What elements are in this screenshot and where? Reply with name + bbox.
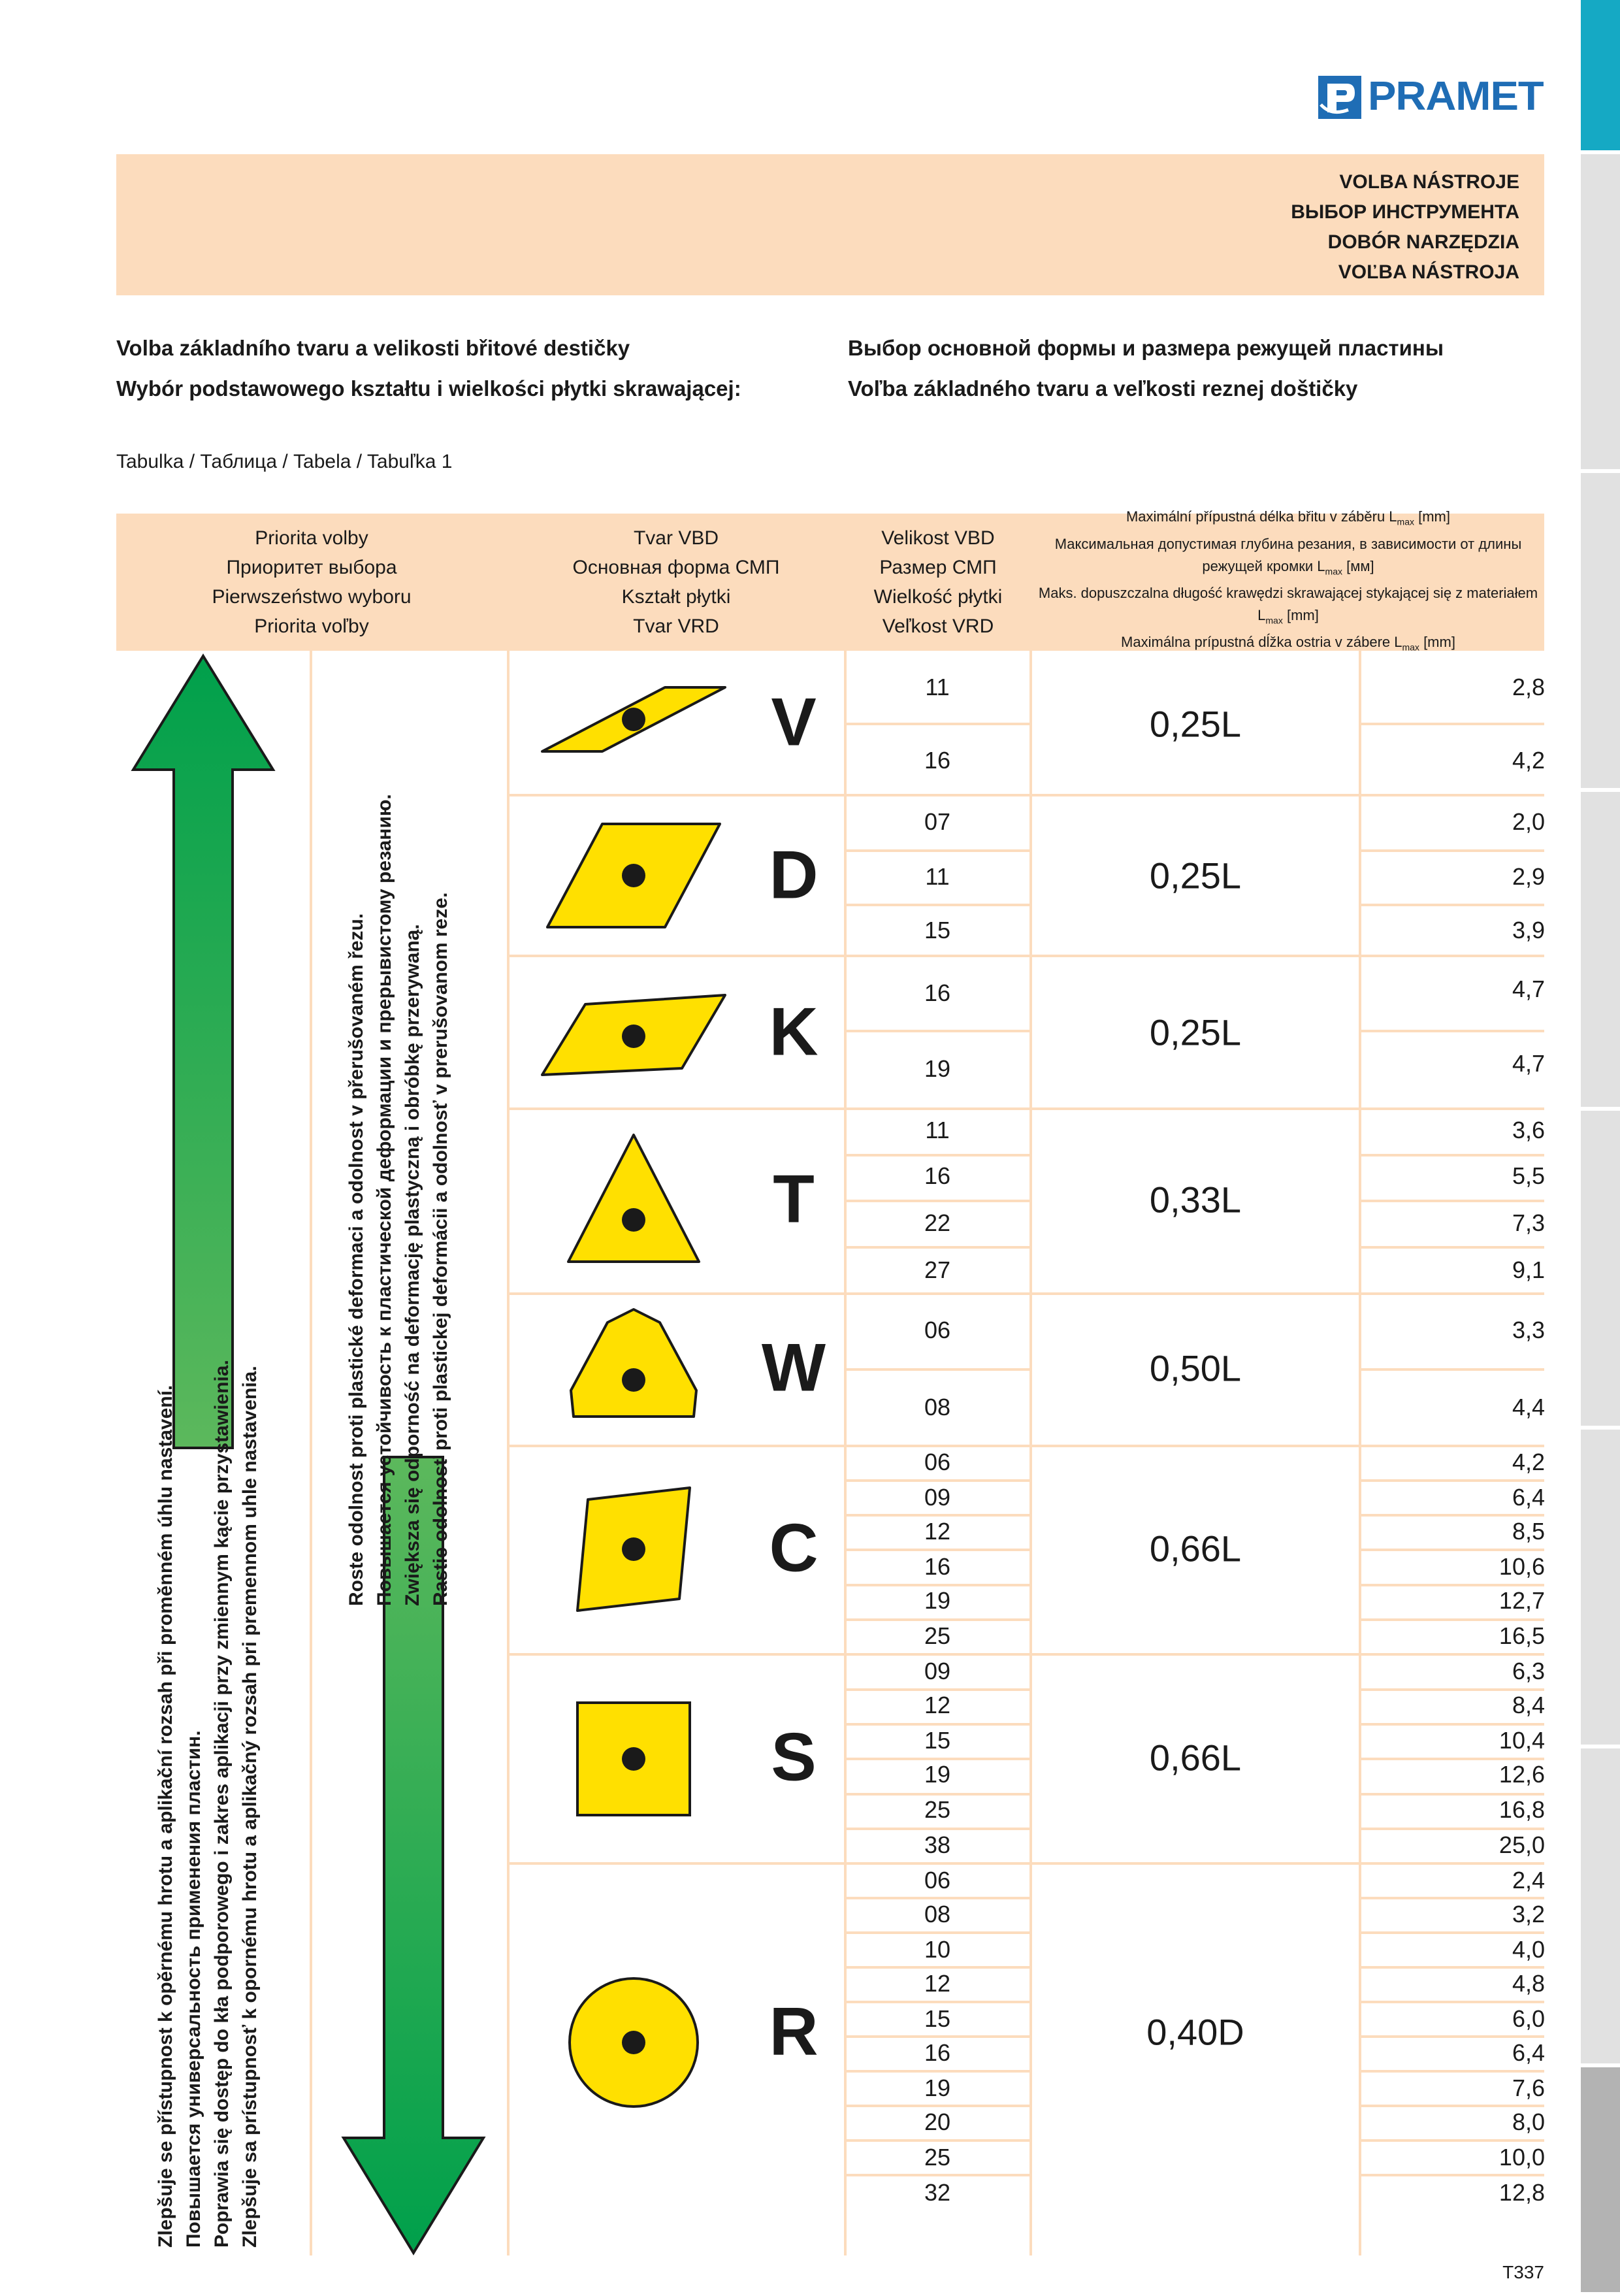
row-divider xyxy=(847,1200,1029,1202)
header-max-sk: Maximálna prípustná dĺžka ostria v zábere $L_{max}$ [mm] xyxy=(1121,634,1455,653)
row-divider xyxy=(847,1688,1029,1691)
row-divider xyxy=(847,1931,1029,1934)
row-divider xyxy=(847,904,1029,906)
lmax-cell: 6,4 xyxy=(1512,2039,1545,2066)
lmax-cell: 2,8 xyxy=(1512,674,1545,700)
lmax-cell: 6,4 xyxy=(1512,1484,1545,1511)
size-cell: 11 xyxy=(925,1117,950,1143)
size-cell: 15 xyxy=(924,1727,951,1754)
row-divider xyxy=(847,2001,1029,2003)
row-divider xyxy=(847,1549,1029,1551)
row-divider xyxy=(847,1758,1029,1760)
header-size-cs: Velikost VBD xyxy=(881,527,995,549)
lmax-cell: 6,3 xyxy=(1512,1658,1545,1684)
lmax-cell: 3,6 xyxy=(1512,1117,1545,1143)
arrow-up-caption xyxy=(152,1360,264,2248)
header-shape-ru: Основная форма СМП xyxy=(572,557,780,578)
arrow-up-caption-cs: Zlepšuje se přístupnost k opěrnému hrotu a aplikační rozsah při proměnném úhlu nastavení. xyxy=(155,1385,176,2248)
row-divider xyxy=(847,849,1029,852)
size-cell: 12 xyxy=(924,1692,951,1718)
side-tab[interactable] xyxy=(1581,1111,1620,1430)
pramet-logo xyxy=(1318,73,1547,122)
arrow-up-caption-ru: Повышается универсальность применения пластин. xyxy=(183,1730,204,2248)
intro-left-2: Wybór podstawowego kształtu i wielkości płytki skrawającej: xyxy=(116,376,741,401)
header-size-ru: Размер СМП xyxy=(879,557,997,578)
column-divider xyxy=(844,514,847,2255)
size-cell: 15 xyxy=(924,917,951,943)
header-title-pl: DOBÓR NARZĘDZIA xyxy=(1327,231,1519,253)
size-cell: 11 xyxy=(925,674,950,700)
row-divider xyxy=(847,1618,1029,1621)
size-cell: 16 xyxy=(924,2039,951,2066)
size-cell: 07 xyxy=(924,808,951,835)
factor-value: 0,33L xyxy=(1149,1179,1242,1221)
lmax-cell: 8,0 xyxy=(1512,2108,1545,2135)
size-cell: 16 xyxy=(924,1553,951,1580)
row-divider xyxy=(1361,1549,1544,1551)
lmax-cell: 5,5 xyxy=(1512,1162,1545,1189)
header-shape-cs: Tvar VBD xyxy=(633,527,719,549)
row-divider xyxy=(847,1897,1029,1899)
size-cell: 11 xyxy=(925,863,950,890)
header-max-ru-2: режущей кромки $L_{max}$ [мм] xyxy=(1202,557,1374,576)
table-label: Tabulka / Таблица / Tabela / Tabuľka 1 xyxy=(116,451,453,472)
row-divider xyxy=(847,1154,1029,1156)
row-divider xyxy=(1361,1931,1544,1934)
row-divider xyxy=(1361,2139,1544,2142)
side-tab[interactable] xyxy=(1581,1748,1620,2067)
shape-letter-r: R xyxy=(769,1993,818,2070)
header-priority-cs: Priorita volby xyxy=(255,527,368,549)
lmax-cell: 7,3 xyxy=(1512,1209,1545,1236)
size-cell: 22 xyxy=(924,1209,951,1236)
lmax-cell: 2,0 xyxy=(1512,808,1545,835)
shape-letter-c: C xyxy=(769,1510,818,1586)
arrow-up-icon xyxy=(128,653,278,1451)
lmax-cell: 12,6 xyxy=(1498,1761,1545,1788)
factor-value: 0,25L xyxy=(1149,703,1242,745)
subscript-max: max xyxy=(1402,642,1419,653)
row-divider xyxy=(1361,723,1544,725)
size-cell: 12 xyxy=(924,1518,951,1545)
header-priority-ru: Приоритет выбора xyxy=(226,557,397,578)
triangle-icon xyxy=(516,1110,751,1292)
size-cell: 25 xyxy=(924,2144,951,2171)
header-max-ru-1: Максимальная допустимая глубина резания, в зависимости от длины xyxy=(1054,535,1522,552)
rhombus-55-icon xyxy=(516,796,751,955)
lmax-cell: 4,7 xyxy=(1512,1050,1545,1077)
factor-value: 0,50L xyxy=(1149,1347,1242,1389)
lmax-cell: 3,9 xyxy=(1512,917,1545,943)
lmax-cell: 8,5 xyxy=(1512,1518,1545,1545)
lmax-cell: 6,0 xyxy=(1512,2005,1545,2032)
row-divider xyxy=(847,2174,1029,2176)
size-cell: 16 xyxy=(924,747,951,774)
lmax-cell: 10,4 xyxy=(1498,1727,1545,1754)
row-divider xyxy=(847,1479,1029,1482)
size-cell: 09 xyxy=(924,1484,951,1511)
size-cell: 08 xyxy=(924,1901,951,1927)
shape-letter-t: T xyxy=(773,1161,815,1238)
row-divider xyxy=(1361,1479,1544,1482)
header-priority-pl: Pierwszeństwo wyboru xyxy=(212,586,412,608)
factor-value: 0,66L xyxy=(1149,1528,1242,1569)
row-divider xyxy=(1361,1758,1544,1760)
size-cell: 10 xyxy=(924,1936,951,1963)
side-tab-active[interactable] xyxy=(1581,0,1620,154)
size-cell: 19 xyxy=(924,2075,951,2101)
row-divider xyxy=(847,1793,1029,1796)
arrow-down-caption-ru: Повышается устойчивость к пластической деформации и прерывистому резанию. xyxy=(374,794,395,1606)
row-divider xyxy=(1361,1154,1544,1156)
lmax-cell: 4,2 xyxy=(1512,1449,1545,1475)
row-divider xyxy=(1361,1828,1544,1830)
lmax-cell: 12,8 xyxy=(1498,2179,1545,2206)
lmax-cell: 8,4 xyxy=(1512,1692,1545,1718)
side-tab[interactable] xyxy=(1581,1430,1620,1748)
arrow-down-caption-cs: Roste odolnost proti plastické deformaci a odolnost v přerušovaném řezu. xyxy=(346,913,367,1606)
row-divider xyxy=(1361,1897,1544,1899)
intro-left-1: Volba základního tvaru a velikosti břitové destičky xyxy=(116,336,630,360)
row-divider xyxy=(1361,1688,1544,1691)
parallelogram-55-icon xyxy=(516,957,751,1107)
side-tab[interactable] xyxy=(1581,792,1620,1111)
row-divider xyxy=(1361,1246,1544,1249)
column-header-size xyxy=(847,514,1029,651)
size-cell: 20 xyxy=(924,2108,951,2135)
lmax-cell: 4,8 xyxy=(1512,1970,1545,1997)
row-divider xyxy=(847,1514,1029,1517)
header-size-sk: Veľkost VRD xyxy=(882,615,994,637)
row-divider xyxy=(847,1030,1029,1032)
row-divider xyxy=(1361,1966,1544,1969)
side-tab[interactable] xyxy=(1581,473,1620,792)
column-header-shape xyxy=(508,514,844,651)
size-cell: 19 xyxy=(924,1587,951,1614)
lmax-cell: 10,6 xyxy=(1498,1553,1545,1580)
lmax-cell: 4,2 xyxy=(1512,747,1545,774)
header-size-pl: Wielkość płytki xyxy=(873,586,1003,608)
factor-value: 0,66L xyxy=(1149,1737,1242,1779)
size-cell: 19 xyxy=(924,1761,951,1788)
header-shape-sk: Tvar VRD xyxy=(633,615,719,637)
lmax-cell: 3,3 xyxy=(1512,1317,1545,1343)
size-cell: 27 xyxy=(924,1256,951,1283)
row-divider xyxy=(1361,2001,1544,2003)
size-cell: 09 xyxy=(924,1658,951,1684)
header-max-pl: Maks. dopuszczalna długość krawędzi skrawającej stykającej się z materiałem $L_{max}$ [mm] xyxy=(1038,585,1538,626)
intro-right-1: Выбор основной формы и размера режущей пластины xyxy=(848,336,1444,360)
row-divider xyxy=(847,1828,1029,1830)
row-divider xyxy=(847,1584,1029,1586)
row-divider xyxy=(1361,1030,1544,1032)
column-header-max-length xyxy=(1032,508,1544,653)
size-cell: 12 xyxy=(924,1970,951,1997)
lmax-cell: 2,4 xyxy=(1512,1867,1545,1894)
side-tab-current[interactable] xyxy=(1581,2067,1620,2296)
subscript-max: max xyxy=(1397,516,1414,527)
round-icon xyxy=(516,1865,751,2255)
size-cell: 38 xyxy=(924,1831,951,1858)
header-shape-pl: Kształt płytki xyxy=(621,586,731,608)
square-icon xyxy=(516,1656,751,1862)
factor-value: 0,25L xyxy=(1149,855,1242,896)
row-divider xyxy=(1361,1368,1544,1371)
header-title-cs: VOLBA NÁSTROJE xyxy=(1339,171,1519,193)
subscript-max: max xyxy=(1325,566,1342,576)
size-cell: 25 xyxy=(924,1622,951,1649)
shape-letter-s: S xyxy=(771,1719,817,1796)
lmax-cell: 3,2 xyxy=(1512,1901,1545,1927)
size-cell: 08 xyxy=(924,1394,951,1420)
header-title-ru: ВЫБОР ИНСТРУМЕНТА xyxy=(1291,201,1519,223)
size-cell: 06 xyxy=(924,1867,951,1894)
size-cell: 32 xyxy=(924,2179,951,2206)
row-divider xyxy=(847,2035,1029,2038)
lmax-cell: 25,0 xyxy=(1498,1831,1545,1858)
header-band xyxy=(116,154,1544,295)
arrow-down-caption xyxy=(342,794,455,1606)
pramet-logo-text: PRAMET xyxy=(1368,74,1544,119)
arrow-up-caption-pl: Poprawia się dostęp do kła podporowego i zakres aplikacji przy zmiennym kącie przystawienia. xyxy=(211,1360,233,2248)
row-divider xyxy=(1361,1618,1544,1621)
row-divider xyxy=(1361,1514,1544,1517)
row-divider xyxy=(847,1246,1029,1249)
arrow-down-caption-sk: Rastie odolnosť proti plastickej deformácii a odolnosť v prerušovanom reze. xyxy=(430,892,451,1606)
row-divider xyxy=(847,2139,1029,2142)
size-cell: 15 xyxy=(924,2005,951,2032)
side-tab[interactable] xyxy=(1581,154,1620,473)
size-cell: 06 xyxy=(924,1449,951,1475)
intro-right-2: Voľba základného tvaru a veľkosti reznej doštičky xyxy=(848,376,1358,401)
row-divider xyxy=(1361,2035,1544,2038)
shape-letter-w: W xyxy=(761,1330,826,1406)
lmax-cell: 12,7 xyxy=(1498,1587,1545,1614)
row-divider xyxy=(1361,904,1544,906)
row-divider xyxy=(1361,2070,1544,2073)
row-divider xyxy=(1361,2105,1544,2107)
row-divider xyxy=(847,1368,1029,1371)
row-divider xyxy=(1361,1793,1544,1796)
row-divider xyxy=(1361,1200,1544,1202)
shape-letter-k: K xyxy=(769,994,818,1070)
page-number: T337 xyxy=(1502,2262,1544,2282)
column-divider xyxy=(507,514,510,2255)
size-cell: 16 xyxy=(924,979,951,1006)
shape-letter-d: D xyxy=(769,837,818,913)
lmax-cell: 16,5 xyxy=(1498,1622,1545,1649)
pramet-logo-mark-icon xyxy=(1318,76,1361,119)
size-cell: 19 xyxy=(924,1055,951,1082)
factor-value: 0,25L xyxy=(1149,1011,1242,1053)
lmax-cell: 9,1 xyxy=(1512,1256,1545,1283)
lmax-cell: 4,0 xyxy=(1512,1936,1545,1963)
row-divider xyxy=(1361,1723,1544,1726)
lmax-cell: 16,8 xyxy=(1498,1796,1545,1823)
header-priority-sk: Priorita voľby xyxy=(254,615,369,637)
row-divider xyxy=(1361,1584,1544,1586)
row-divider xyxy=(847,1966,1029,1969)
size-cell: 06 xyxy=(924,1317,951,1343)
trigon-icon xyxy=(516,1295,751,1445)
column-header-priority xyxy=(116,514,507,651)
rhombus-80-icon xyxy=(516,1447,751,1653)
row-divider xyxy=(847,2070,1029,2073)
arrow-up-caption-sk: Zlepšuje sa prístupnosť k opornému hrotu a aplikačný rozsah pri premennom uhle nastavenia. xyxy=(239,1366,261,2248)
factor-value: 0,40D xyxy=(1146,2011,1244,2053)
column-divider xyxy=(310,651,312,2255)
row-divider xyxy=(847,1723,1029,1726)
lmax-cell: 4,4 xyxy=(1512,1394,1545,1420)
shape-letter-v: V xyxy=(771,684,817,761)
header-title-sk: VOĽBA NÁSTROJA xyxy=(1338,261,1519,283)
row-divider xyxy=(1361,849,1544,852)
header-titles xyxy=(1291,167,1519,287)
lmax-cell: 2,9 xyxy=(1512,863,1545,890)
header-max-cs: Maximální přípustná délka břitu v záběru $L_{max}$ [mm] xyxy=(1126,508,1450,527)
column-divider xyxy=(1359,651,1361,2255)
subscript-max: max xyxy=(1265,615,1283,626)
lmax-cell: 7,6 xyxy=(1512,2075,1545,2101)
size-cell: 16 xyxy=(924,1162,951,1189)
row-divider xyxy=(847,2105,1029,2107)
arrow-down-caption-pl: Zwiększa się odporność na deformację plastyczną i obróbkę przerywaną. xyxy=(402,924,423,1606)
size-cell: 25 xyxy=(924,1796,951,1823)
lmax-cell: 10,0 xyxy=(1498,2144,1545,2171)
row-divider xyxy=(1361,2174,1544,2176)
rhombus-35-icon xyxy=(516,653,751,794)
row-divider xyxy=(847,723,1029,725)
lmax-cell: 4,7 xyxy=(1512,976,1545,1002)
